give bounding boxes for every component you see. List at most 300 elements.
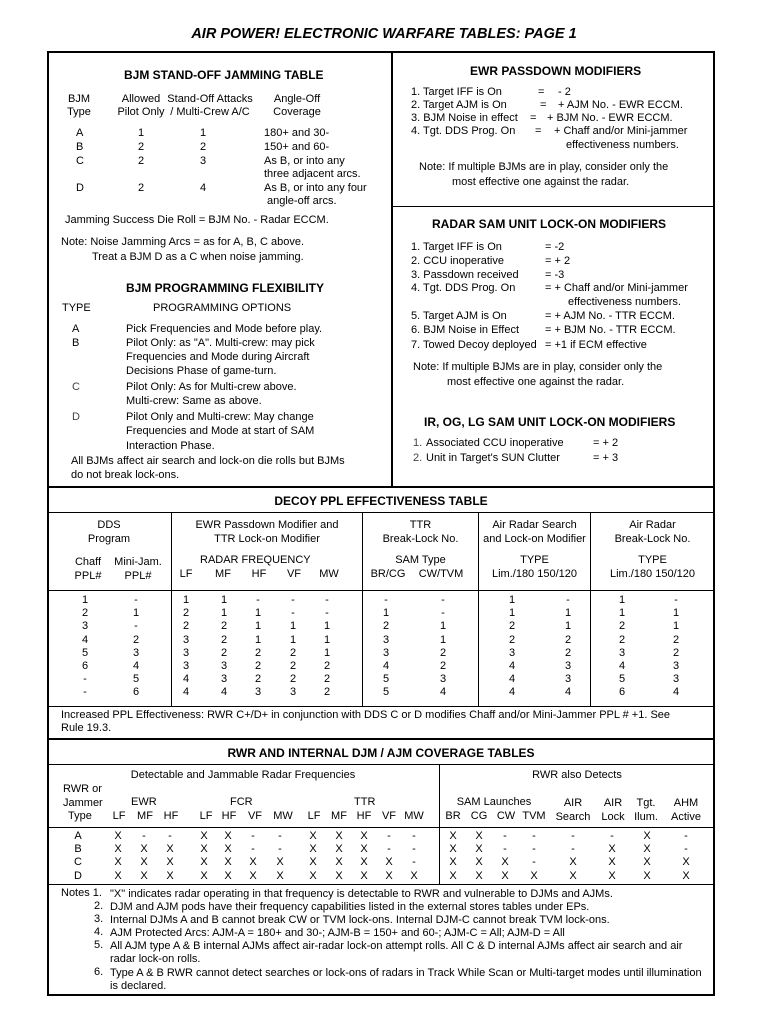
decoy-cell: 1 [508, 594, 516, 606]
decoy-cell: 2 [564, 646, 572, 659]
decoy-sub-type1: TYPE [520, 554, 549, 566]
rwr-ewr-label: EWR [131, 796, 157, 808]
radar-sam-item-7-label: 7. Towed Decoy deployed [411, 339, 537, 351]
bjm-row-c-type: C [76, 155, 84, 167]
bjm-heading: BJM STAND-OFF JAMMING TABLE [124, 68, 324, 82]
rwr-subcol-header: MW [273, 810, 293, 822]
rwr-cell: X [410, 869, 418, 882]
rwr-cell: X [309, 830, 317, 842]
decoy-cell: 4 [439, 686, 447, 699]
decoy-cell: - [291, 607, 295, 620]
bjm-row-c-multi: 3 [200, 155, 207, 167]
rwr-notes-line [47, 884, 715, 885]
rwr-note-number: 4. [94, 926, 104, 938]
decoy-cell: 2 [672, 646, 680, 659]
decoy-note-line2: Rule 19.3. [61, 722, 112, 734]
rwr-cell: X [200, 869, 208, 882]
rwr-type-header: RWR or Jammer Type [63, 783, 103, 822]
rwr-cell: X [643, 869, 651, 882]
rwr-cell: - [168, 830, 172, 842]
decoy-cell: - [83, 686, 87, 699]
decoy-freq-vf: VF [286, 568, 302, 580]
decoy-cell: 3 [382, 633, 390, 646]
decoy-cell: 2 [289, 673, 297, 686]
rwr-note-number: 6. [94, 966, 104, 978]
radar-sam-heading: RADAR SAM UNIT LOCK-ON MODIFIERS [432, 217, 666, 231]
prog-options-label: PROGRAMMING OPTIONS [153, 302, 292, 314]
rwr-ahm-header: AHM Active [671, 797, 701, 823]
decoy-cell: 3 [81, 620, 89, 633]
rwr-cell: X [166, 856, 174, 869]
ewr-item-2-val: + AJM No. - EWR ECCM. [558, 99, 683, 111]
decoy-cell: 2 [220, 633, 228, 646]
decoy-freq-lf: LF [179, 568, 193, 580]
decoy-group-air-search: Air Radar Search and Lock-on Modifier [483, 519, 586, 545]
decoy-cell: 3 [220, 673, 228, 686]
decoy-cell: 2 [618, 620, 626, 633]
ewr-sam-divider [392, 206, 715, 207]
decoy-cell: 1 [220, 607, 228, 620]
radar-sam-item-4-cont: effectiveness numbers. [568, 296, 681, 308]
decoy-cell: 4 [508, 686, 516, 699]
decoy-group-dds: DDS Program [87, 519, 131, 545]
rwr-subcol-header: VF [247, 810, 263, 822]
decoy-cell: 1 [672, 620, 680, 633]
ewr-item-1-eq: = [538, 86, 545, 98]
rwr-cell: X [385, 856, 393, 869]
rwr-cell: X [309, 843, 317, 856]
decoy-sam-cwtvm: CW/TVM [418, 568, 464, 580]
rwr-cell: X [335, 869, 343, 882]
rwr-cell: X [335, 856, 343, 869]
rwr-cell: - [532, 830, 536, 842]
decoy-cell: 4 [132, 660, 140, 672]
decoy-cell: 2 [323, 673, 331, 686]
decoy-cell: - [325, 594, 329, 606]
rwr-cell: - [251, 830, 255, 842]
rwr-note-number: 3. [94, 913, 104, 925]
bjm-col-type-header: BJM Type [67, 93, 91, 118]
decoy-cell: 4 [672, 686, 680, 699]
decoy-group-ttr: TTR Break-Lock No. [382, 519, 459, 545]
rwr-cell: X [360, 856, 368, 869]
decoy-cell: 1 [132, 607, 140, 620]
decoy-cell: 1 [220, 594, 228, 606]
decoy-cell: 1 [672, 607, 680, 620]
decoy-cell: 2 [323, 686, 331, 699]
rwr-air-lock-header: AIR Lock [601, 797, 625, 823]
ir-item-2-val: = + 3 [593, 452, 619, 464]
rwr-cell: X [608, 856, 616, 869]
decoy-type2-cols: Lim./180 150/120 [609, 568, 695, 580]
decoy-cell: 4 [508, 660, 516, 672]
decoy-cell: 1 [564, 607, 572, 620]
rwr-cell: X [569, 856, 577, 869]
rwr-note-number: 5. [94, 939, 104, 951]
ewr-item-3-eq: = [530, 112, 537, 124]
rwr-cell: X [140, 843, 148, 856]
ir-item-1-label: Associated CCU inoperative [426, 437, 564, 449]
rwr-subcol-header: HF [221, 810, 237, 822]
rwr-type-cell: C [74, 856, 82, 869]
rwr-cell: - [387, 843, 391, 856]
decoy-cell: 1 [254, 607, 262, 620]
rwr-cell: X [608, 843, 616, 856]
decoy-cell: 1 [323, 620, 331, 633]
prog-row-b-text1: Pilot Only: as "A". Multi-crew: may pick [126, 337, 315, 349]
bjm-row-d-pilot: 2 [138, 182, 145, 194]
rwr-note-text: "X" indicates radar operating in that frequency is detectable to RWR and vulnerable to DJMs and AJMs. [110, 888, 613, 900]
ewr-note-line1: Note: If multiple BJMs are in play, consider only the [419, 161, 669, 173]
decoy-cell: - [384, 594, 388, 606]
bjm-note-line2: Treat a BJM D as a C when noise jamming. [92, 251, 304, 263]
radar-sam-item-4-val: = + Chaff and/or Mini-jammer [545, 282, 688, 294]
decoy-cell: 3 [564, 660, 572, 672]
rwr-type-cell: B [74, 843, 82, 856]
bjm-row-d-multi: 4 [200, 182, 207, 194]
decoy-type1-cols: Lim./180 150/120 [491, 568, 577, 580]
decoy-sub-mini: Mini-Jam. PPL# [114, 556, 162, 582]
decoy-cell: 2 [220, 646, 228, 659]
decoy-cell: 2 [254, 646, 262, 659]
rwr-note-text: DJM and AJM pods have their frequency capabilities listed in the external stores tables under EPs. [110, 901, 590, 913]
rwr-cell: X [501, 856, 509, 869]
decoy-cell: 6 [132, 686, 140, 699]
decoy-cell: 2 [254, 673, 262, 686]
rwr-cell: - [610, 830, 614, 842]
prog-row-b-text2: Frequencies and Mode during Aircraft [126, 351, 310, 363]
radar-sam-item-4-label: 4. Tgt. DDS Prog. On [411, 282, 516, 294]
rwr-cell: - [412, 830, 416, 842]
rwr-cell: - [251, 843, 255, 856]
rwr-note-text: Internal DJMs A and B cannot break CW or TVM lock-ons. Internal DJM-C cannot break TVM lock-ons. [110, 914, 610, 926]
decoy-group-ewr: EWR Passdown Modifier and TTR Lock-on Modifier [195, 519, 339, 545]
decoy-cell: 5 [618, 673, 626, 686]
decoy-cell: 6 [81, 660, 89, 672]
decoy-sam-brcg: BR/CG [370, 568, 406, 580]
rwr-col-divider [439, 764, 440, 884]
decoy-cell: 3 [289, 686, 297, 699]
decoy-cell: 5 [382, 686, 390, 699]
decoy-sub-type2: TYPE [638, 554, 667, 566]
rwr-cell: - [278, 843, 282, 856]
decoy-cell: 4 [182, 673, 190, 686]
ewr-item-2-label: 2. Target AJM is On [411, 99, 507, 111]
prog-heading: BJM PROGRAMMING FLEXIBILITY [126, 281, 324, 295]
ewr-note-line2: most effective one against the radar. [452, 176, 630, 188]
rwr-cell: X [335, 843, 343, 856]
prog-row-b-text3: Decisions Phase of game-turn. [126, 365, 277, 377]
rwr-cell: X [140, 856, 148, 869]
decoy-cell: 1 [618, 607, 626, 620]
prog-type-label: TYPE [62, 302, 91, 314]
decoy-cell: 1 [289, 633, 297, 646]
rwr-cell: X [140, 869, 148, 882]
prog-row-c-text1: Pilot Only: As for Multi-crew above. [126, 381, 297, 393]
rwr-sam-label: SAM Launches [456, 796, 532, 808]
bjm-col-pilot-header: Allowed Pilot Only [117, 93, 165, 118]
decoy-cell: 2 [439, 660, 447, 672]
rwr-subcol-header: CG [470, 810, 488, 822]
rwr-subcol-header: VF [381, 810, 397, 822]
decoy-heading-line [47, 512, 715, 513]
radar-sam-item-5-val: = + AJM No. - TTR ECCM. [545, 310, 675, 322]
rwr-subcol-header: LF [112, 810, 126, 822]
rwr-note-text: All AJM type A & B internal AJMs affect air-radar lock-on attempt rolls. All C & D internal AJMs affect air search and air radar lock-on rolls. [110, 940, 683, 965]
rwr-cell: X [682, 869, 690, 882]
rwr-cell: X [530, 869, 538, 882]
rwr-subcol-header: MW [404, 810, 424, 822]
radar-sam-note-line1: Note: If multiple BJMs are in play, consider only the [413, 361, 663, 373]
radar-sam-item-6-label: 6. BJM Noise in Effect [411, 324, 520, 336]
ewr-item-3-val: + BJM No. - EWR ECCM. [547, 112, 673, 124]
decoy-cell: 3 [672, 673, 680, 686]
decoy-sub-chaff: Chaff PPL# [74, 556, 102, 582]
bjm-row-b-multi: 2 [200, 141, 207, 153]
rwr-heading-line [47, 764, 715, 765]
decoy-cell: 2 [220, 620, 228, 633]
decoy-cell: 2 [81, 607, 89, 620]
rwr-cell: X [449, 830, 457, 842]
prog-footer-line2: do not break lock-ons. [71, 469, 180, 481]
decoy-cell: 2 [439, 646, 447, 659]
rwr-subcol-header: LF [199, 810, 213, 822]
rwr-cell: - [387, 830, 391, 842]
rwr-cell: X [608, 869, 616, 882]
decoy-cell: 3 [220, 660, 228, 672]
prog-row-a-text: Pick Frequencies and Mode before play. [126, 323, 323, 335]
decoy-cell: 1 [382, 607, 390, 620]
radar-sam-item-1-val: = -2 [545, 241, 565, 253]
decoy-cell: 3 [618, 646, 626, 659]
bjm-row-d-angle: As B, or into any four [264, 182, 367, 194]
radar-sam-item-7-val: = +1 if ECM effective [545, 339, 647, 351]
radar-sam-note-line2: most effective one against the radar. [447, 376, 625, 388]
decoy-cell: 3 [182, 633, 190, 646]
decoy-cell: 1 [564, 620, 572, 633]
decoy-cell: 4 [81, 633, 89, 646]
bjm-row-d-angle-cont: angle-off arcs. [267, 195, 337, 207]
bjm-row-a-pilot: 1 [138, 127, 145, 139]
rwr-cell: X [569, 869, 577, 882]
decoy-cell: - [325, 607, 329, 620]
decoy-freq-hf: HF [251, 568, 267, 580]
rwr-cell: X [643, 843, 651, 856]
decoy-cell: 6 [618, 686, 626, 699]
decoy-cell: 3 [439, 673, 447, 686]
decoy-cell: 4 [508, 673, 516, 686]
decoy-cell: 1 [254, 620, 262, 633]
rwr-cell: X [249, 856, 257, 869]
decoy-cell: - [566, 594, 570, 606]
bjm-row-d-type: D [76, 182, 84, 194]
decoy-freq-mf: MF [215, 568, 231, 580]
decoy-top-line [47, 486, 715, 488]
decoy-cell: 5 [382, 673, 390, 686]
bjm-note-line1: Note: Noise Jamming Arcs = as for A, B, C above. [61, 236, 305, 248]
rwr-cell: X [224, 856, 232, 869]
radar-sam-item-1-label: 1. Target IFF is On [411, 241, 502, 253]
rwr-left-title: Detectable and Jammable Radar Frequencies [130, 769, 356, 781]
rwr-note-text: Type A & B RWR cannot detect searches or lock-ons of radars in Track While Scan or Multi-target modes until illumination is declared. [110, 967, 702, 992]
rwr-cell: X [114, 856, 122, 869]
decoy-cell: 3 [182, 660, 190, 672]
rwr-tgt-illum-header: Tgt. Ilum. [634, 797, 658, 823]
prog-row-d-text2: Frequencies and Mode at start of SAM [126, 425, 315, 437]
decoy-cell: 1 [254, 633, 262, 646]
rwr-cell: X [682, 856, 690, 869]
ir-heading: IR, OG, LG SAM UNIT LOCK-ON MODIFIERS [424, 415, 676, 429]
rwr-cell: X [475, 856, 483, 869]
decoy-cell: 2 [672, 633, 680, 646]
rwr-cell: X [360, 843, 368, 856]
rwr-cell: X [449, 856, 457, 869]
rwr-cell: X [449, 843, 457, 856]
decoy-cell: 2 [289, 660, 297, 672]
radar-sam-item-5-label: 5. Target AJM is On [411, 310, 507, 322]
rwr-cell: - [532, 856, 536, 869]
radar-sam-item-2-val: = + 2 [545, 255, 571, 267]
decoy-heading: DECOY PPL EFFECTIVENESS TABLE [274, 494, 488, 508]
rwr-right-title: RWR also Detects [532, 769, 622, 781]
decoy-cell: 1 [323, 633, 331, 646]
decoy-cell: 2 [564, 633, 572, 646]
bjm-row-b-angle: 150+ and 60- [264, 141, 330, 153]
decoy-cell: - [674, 594, 678, 606]
rwr-note-text: AJM Protected Arcs: AJM-A = 180+ and 30-; AJM-B = 150+ and 60-; AJM-C = All; AJM-D = All [110, 927, 565, 939]
rwr-subcol-header: LF [307, 810, 321, 822]
decoy-cell: 1 [323, 646, 331, 659]
ir-item-2-label: Unit in Target's SUN Clutter [426, 452, 560, 464]
rwr-cell: X [200, 843, 208, 856]
rwr-cell: X [475, 843, 483, 856]
decoy-sub-sam-type: SAM Type [395, 554, 446, 566]
rwr-cell: X [449, 869, 457, 882]
decoy-cell: 3 [508, 646, 516, 659]
ewr-heading: EWR PASSDOWN MODIFIERS [470, 64, 642, 78]
decoy-cell: 3 [182, 646, 190, 659]
rwr-cell: X [385, 869, 393, 882]
rwr-air-search-header: AIR Search [555, 797, 591, 823]
bjm-col-angle-header: Angle-Off Coverage [273, 93, 321, 118]
prog-row-c-type: C [72, 381, 80, 393]
decoy-cell: 1 [289, 620, 297, 633]
rwr-cell: X [114, 843, 122, 856]
rwr-cell: X [224, 869, 232, 882]
rwr-cell: - [412, 843, 416, 856]
ir-item-1-val: = + 2 [593, 437, 619, 449]
radar-sam-item-2-label: 2. CCU inoperative [411, 255, 504, 267]
ewr-item-4-val: + Chaff and/or Mini-jammer [554, 125, 688, 137]
rwr-subcol-header: MF [137, 810, 153, 822]
decoy-cell: 2 [382, 620, 390, 633]
rwr-subcol-header: HF [163, 810, 179, 822]
decoy-cell: 5 [132, 673, 140, 686]
decoy-cell: 3 [564, 673, 572, 686]
rwr-type-cell: D [74, 869, 82, 882]
rwr-cell: X [475, 869, 483, 882]
rwr-cell: X [200, 856, 208, 869]
radar-sam-item-3-label: 3. Passdown received [411, 269, 519, 281]
rwr-cell: X [475, 830, 483, 842]
bjm-row-c-pilot: 2 [138, 155, 145, 167]
rwr-heading: RWR AND INTERNAL DJM / AJM COVERAGE TABLES [227, 746, 535, 760]
rwr-cell: - [278, 830, 282, 842]
rwr-cell: X [643, 830, 651, 842]
radar-sam-item-6-val: = + BJM No. - TTR ECCM. [545, 324, 676, 336]
rwr-subcol-header: MF [331, 810, 347, 822]
prog-row-d-text3: Interaction Phase. [126, 440, 215, 452]
decoy-cell: 2 [132, 633, 140, 646]
decoy-cell: - [134, 594, 138, 606]
rwr-cell: X [224, 830, 232, 842]
decoy-group-air-breaklock: Air Radar Break-Lock No. [614, 519, 691, 545]
rwr-cell: X [276, 869, 284, 882]
rwr-cell: X [114, 830, 122, 842]
rwr-subcol-header: HF [356, 810, 372, 822]
page-title: AIR POWER! ELECTRONIC WARFARE TABLES: PAGE 1 [191, 26, 577, 42]
decoy-cell: 4 [220, 686, 228, 699]
decoy-cell: - [441, 594, 445, 606]
decoy-cell: 2 [182, 620, 190, 633]
bjm-row-b-pilot: 2 [138, 141, 145, 153]
decoy-cell: 2 [323, 660, 331, 672]
decoy-cell: 3 [672, 660, 680, 672]
rwr-cell: X [166, 869, 174, 882]
decoy-sub-radar-freq: RADAR FREQUENCY [200, 554, 311, 566]
decoy-cell: - [291, 594, 295, 606]
rwr-cell: - [571, 843, 575, 856]
rwr-cell: - [532, 843, 536, 856]
rwr-cell: X [309, 856, 317, 869]
bjm-row-a-type: A [76, 127, 84, 139]
rwr-subcol-header: TVM [522, 810, 546, 822]
decoy-cell: 1 [81, 594, 89, 606]
bjm-row-c-angle: As B, or into any [264, 155, 345, 167]
decoy-cell: - [256, 594, 260, 606]
rwr-note-number: Notes 1. [61, 887, 102, 899]
ir-item-1-num: 1. [413, 437, 423, 449]
bjm-row-a-angle: 180+ and 30- [264, 127, 330, 139]
rwr-cell: - [684, 843, 688, 856]
decoy-note-line1: Increased PPL Effectiveness: RWR C+/D+ in conjunction with DDS C or D modifies Chaff and/or Mini-Jammer PPL # +1. See [61, 709, 671, 721]
decoy-cell: - [134, 620, 138, 633]
decoy-cell: 2 [182, 607, 190, 620]
rwr-cell: - [503, 843, 507, 856]
rwr-cell: X [501, 869, 509, 882]
decoy-cell: 1 [618, 594, 626, 606]
decoy-cell: 4 [618, 660, 626, 672]
ewr-item-1-val: - 2 [558, 86, 571, 98]
rwr-cell: X [200, 830, 208, 842]
decoy-cell: 2 [508, 620, 516, 633]
prog-footer-line1: All BJMs affect air search and lock-on die rolls but BJMs [71, 455, 345, 467]
decoy-cell: 3 [254, 686, 262, 699]
rwr-cell: X [166, 843, 174, 856]
decoy-cell: 4 [382, 660, 390, 672]
bjm-row-a-multi: 1 [200, 127, 207, 139]
top-divider-vertical [391, 51, 393, 487]
ewr-item-4-eq: = [535, 125, 542, 137]
decoy-cell: 1 [182, 594, 190, 606]
rwr-cell: X [114, 869, 122, 882]
decoy-cell: 4 [564, 686, 572, 699]
rwr-cell: - [684, 830, 688, 842]
ewr-item-1-label: 1. Target IFF is On [411, 86, 502, 98]
prog-row-d-type: D [72, 411, 80, 423]
rwr-cell: X [276, 856, 284, 869]
bjm-col-multi-header: Stand-Off Attacks / Multi-Crew A/C [167, 93, 253, 118]
